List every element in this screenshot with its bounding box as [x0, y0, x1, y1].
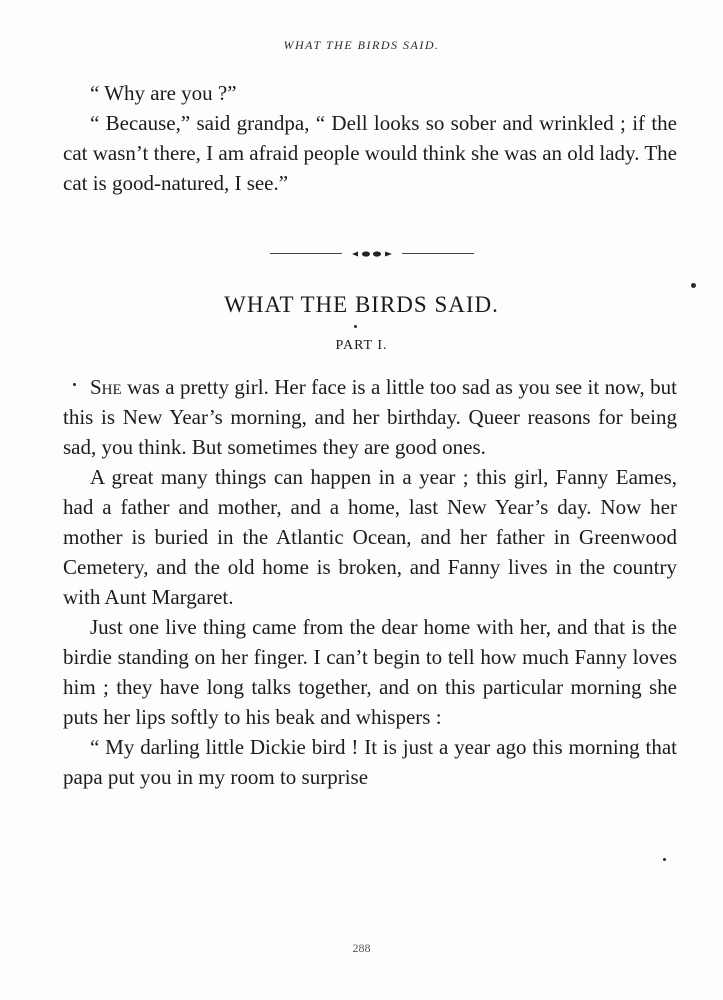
running-head: WHAT THE BIRDS SAID.	[283, 38, 440, 52]
paragraph: “ My darling little Dickie bird ! It is just a year ago this morning that papa put you in my room to surprise	[63, 735, 677, 789]
drop-word: She	[90, 375, 122, 399]
ink-speck	[354, 325, 357, 328]
paragraph: “ Because,” said grandpa, “ Dell looks so sober and wrinkled ; if the cat wasn’t there, I am afraid people would think she was an old lady. The cat is good-natured, I see.”	[63, 111, 677, 195]
top-text-block	[63, 78, 677, 198]
story-text-block	[63, 372, 677, 792]
paragraph	[63, 372, 677, 462]
part-label: PART I.	[335, 338, 388, 353]
divider-rule-right	[402, 253, 474, 254]
paragraph: A great many things can happen in a year ; this girl, Fanny Eames, had a father and mother, and a home, last New Year’s day. Now her mother is buried in the Atlantic Ocean, and her father in Greenwood Cemetery, and the old home is broken, and Fanny lives in the country with Aunt Margaret.	[63, 465, 677, 609]
ink-speck	[663, 858, 666, 861]
paragraph: “ Why are you ?”	[90, 81, 237, 105]
ornament-icon	[350, 250, 394, 258]
ink-speck	[691, 283, 696, 288]
paragraph: Just one live thing came from the dear home with her, and that is the birdie standing on her finger. I can’t begin to tell how much Fanny loves him ; they have long talks together, and on this particular morning she puts her lips softly to his beak and whispers :	[63, 615, 677, 729]
ink-speck	[73, 383, 76, 386]
section-title: WHAT THE BIRDS SAID.	[224, 292, 499, 317]
divider-rule-left	[270, 253, 342, 254]
paragraph-text: was a pretty girl. Her face is a little too sad as you see it now, but this is New Year’s morning, and her birthday. Queer reasons for being sad, you think. But sometimes they are good ones.	[63, 375, 677, 459]
page-number: 288	[352, 941, 371, 955]
section-divider	[270, 251, 474, 257]
